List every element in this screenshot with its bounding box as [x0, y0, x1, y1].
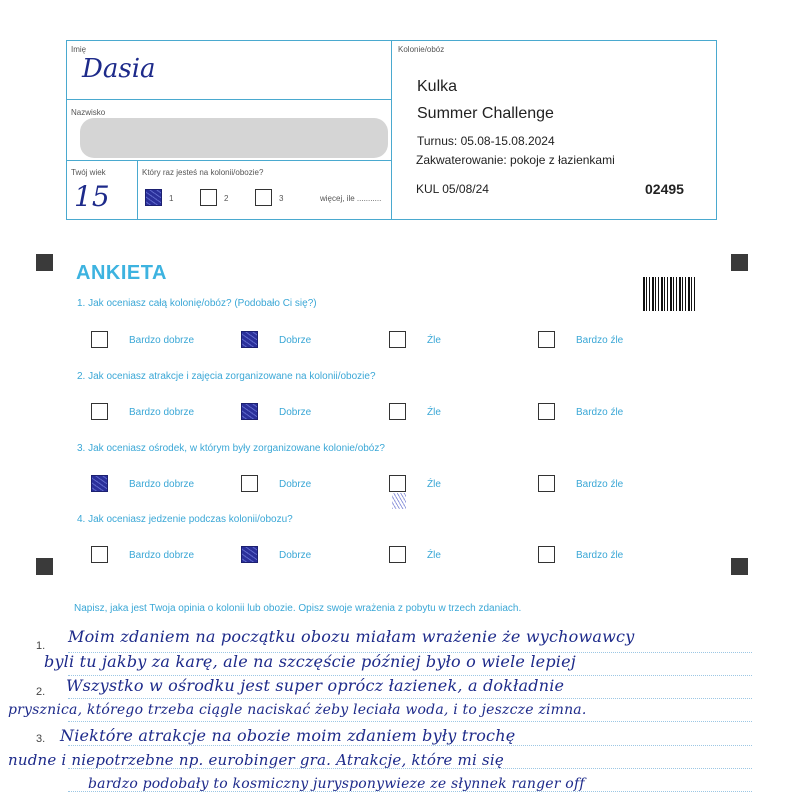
q2-dobrze-label: Dobrze — [279, 407, 312, 418]
q1-zle-checkbox[interactable] — [389, 331, 406, 348]
q1-bardzo-dobrze-checkbox[interactable] — [91, 331, 108, 348]
question-4: 4. Jak oceniasz jedzenie podczas kolonii/obozu? — [77, 514, 293, 525]
first-name-label: Imię — [71, 45, 87, 54]
q2-bardzo-zle-checkbox[interactable] — [538, 403, 555, 420]
handwritten-line-4[interactable]: prysznica, którego trzeba ciągle naciskać żeby leciała woda, i to jeszcze zimna. — [8, 702, 587, 718]
q4-zle-label: Źle — [427, 550, 441, 561]
q4-bardzo-zle-label: Bardzo źle — [576, 550, 624, 561]
turnus: Turnus: 05.08-15.08.2024 — [417, 134, 555, 148]
last-name-redacted — [80, 118, 388, 158]
age-value[interactable]: 15 — [74, 180, 110, 213]
q1-bardzo-dobrze-label: Bardzo dobrze — [129, 335, 195, 346]
opinion-number-3: 3. — [36, 733, 46, 745]
writing-line-4 — [68, 721, 752, 722]
opinion-number-1: 1. — [36, 640, 46, 652]
q3-bardzo-dobrze-checkbox[interactable] — [91, 475, 108, 492]
survey-title: ANKIETA — [76, 262, 167, 284]
times-option-more: więcej, ile ........... — [320, 194, 382, 203]
header-divider-vertical — [391, 40, 392, 220]
times-checkbox-3[interactable] — [255, 189, 272, 206]
opinion-number-2: 2. — [36, 686, 46, 698]
registration-mark-bottom-right — [731, 558, 748, 575]
q1-zle-label: Źle — [427, 335, 441, 346]
registration-mark-top-right — [731, 254, 748, 271]
handwritten-line-6[interactable]: nudne i niepotrzebne np. eurobinger gra. Atrakcje, które mi się — [8, 751, 504, 769]
camp-label: Kolonie/obóz — [398, 45, 445, 54]
stray-pen-mark — [392, 493, 406, 509]
q2-zle-label: Źle — [427, 407, 441, 418]
camp-name-line2: Summer Challenge — [417, 105, 554, 122]
registration-mark-bottom-left — [36, 558, 53, 575]
writing-line-3 — [68, 698, 752, 699]
form-number: 02495 — [645, 181, 684, 197]
q2-zle-checkbox[interactable] — [389, 403, 406, 420]
q4-dobrze-label: Dobrze — [279, 550, 312, 561]
q4-bardzo-zle-checkbox[interactable] — [538, 546, 555, 563]
age-label: Twój wiek — [71, 168, 106, 177]
q1-bardzo-zle-checkbox[interactable] — [538, 331, 555, 348]
camp-name-line1: Kulka — [417, 78, 458, 95]
header-divider-h2 — [66, 160, 391, 161]
q2-dobrze-checkbox[interactable] — [241, 403, 258, 420]
q3-dobrze-label: Dobrze — [279, 479, 312, 490]
handwritten-line-1[interactable]: Moim zdaniem na początku obozu miałam wrażenie że wychowawcy — [68, 627, 635, 646]
handwritten-line-3[interactable]: Wszystko w ośrodku jest super oprócz łazienek, a dokładnie — [66, 676, 565, 695]
q4-bardzo-dobrze-label: Bardzo dobrze — [129, 550, 195, 561]
opinion-instruction: Napisz, jaka jest Twoja opinia o kolonii lub obozie. Opisz swoje wrażenia z pobytu w trzech zdaniach. — [74, 603, 522, 614]
q3-bardzo-dobrze-label: Bardzo dobrze — [129, 479, 195, 490]
q3-bardzo-zle-checkbox[interactable] — [538, 475, 555, 492]
q3-zle-label: Źle — [427, 479, 441, 490]
barcode — [643, 277, 697, 311]
q1-bardzo-zle-label: Bardzo źle — [576, 335, 624, 346]
q2-bardzo-dobrze-checkbox[interactable] — [91, 403, 108, 420]
header-divider-age — [137, 160, 138, 220]
handwritten-line-2[interactable]: byli tu jakby za karę, ale na szczęście później było o wiele lepiej — [44, 652, 576, 671]
q3-bardzo-zle-label: Bardzo źle — [576, 479, 624, 490]
accommodation: Zakwaterowanie: pokoje z łazienkami — [416, 153, 615, 167]
handwritten-line-5[interactable]: Niektóre atrakcje na obozie moim zdaniem były trochę — [60, 726, 516, 745]
q2-bardzo-zle-label: Bardzo źle — [576, 407, 624, 418]
q4-zle-checkbox[interactable] — [389, 546, 406, 563]
question-3: 3. Jak oceniasz ośrodek, w którym były zorganizowane kolonie/obóz? — [77, 443, 385, 454]
registration-mark-top-left — [36, 254, 53, 271]
writing-line-5 — [68, 745, 752, 746]
last-name-label: Nazwisko — [71, 108, 106, 117]
times-checkbox-1[interactable] — [145, 189, 162, 206]
times-option-3: 3 — [279, 194, 284, 203]
times-option-1: 1 — [169, 194, 174, 203]
q2-bardzo-dobrze-label: Bardzo dobrze — [129, 407, 195, 418]
question-1: 1. Jak oceniasz całą kolonię/obóz? (Podobało Ci się?) — [77, 298, 317, 309]
q3-zle-checkbox[interactable] — [389, 475, 406, 492]
q4-dobrze-checkbox[interactable] — [241, 546, 258, 563]
q4-bardzo-dobrze-checkbox[interactable] — [91, 546, 108, 563]
header-divider-h1 — [66, 99, 391, 100]
q1-dobrze-checkbox[interactable] — [241, 331, 258, 348]
times-checkbox-2[interactable] — [200, 189, 217, 206]
question-2: 2. Jak oceniasz atrakcje i zajęcia zorganizowane na kolonii/obozie? — [77, 371, 376, 382]
times-label: Który raz jesteś na kolonii/obozie? — [142, 168, 264, 177]
first-name-value[interactable]: Dasia — [82, 54, 156, 84]
q1-dobrze-label: Dobrze — [279, 335, 312, 346]
camp-code: KUL 05/08/24 — [416, 182, 489, 196]
q3-dobrze-checkbox[interactable] — [241, 475, 258, 492]
handwritten-line-7[interactable]: bardzo podobały to kosmiczny jurysponywieze ze słynnek ranger off — [88, 776, 585, 792]
times-option-2: 2 — [224, 194, 229, 203]
